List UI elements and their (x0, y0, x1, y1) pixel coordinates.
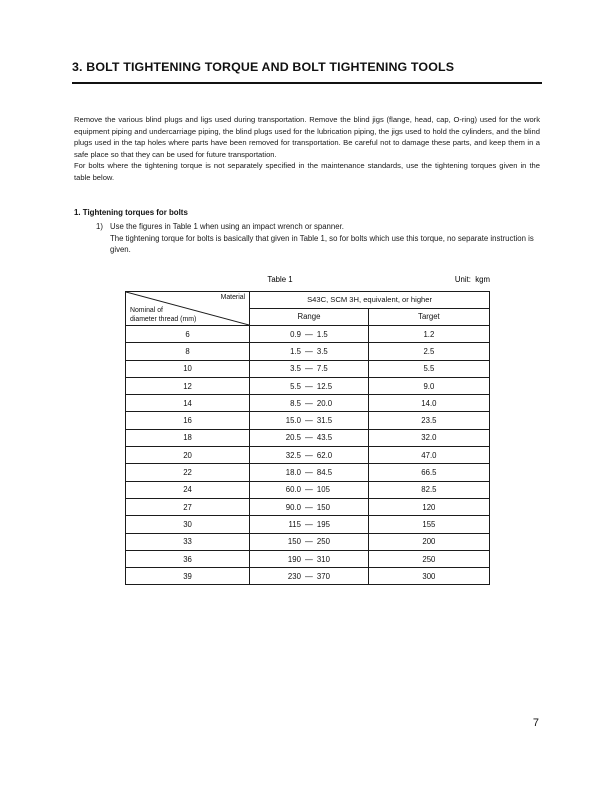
range-low-value: 60.0 (285, 485, 301, 495)
cell-range (250, 395, 369, 412)
page-number: 7 (532, 717, 539, 729)
table-body (126, 292, 490, 326)
cell-nominal-diameter: 14 (126, 395, 250, 412)
table-caption (125, 275, 490, 289)
range-dash: — (305, 519, 313, 529)
cell-nominal-diameter: 10 (126, 360, 250, 377)
table-row (126, 412, 490, 429)
cell-nominal-diameter: 30 (126, 516, 250, 533)
cell-nominal-diameter: 6 (126, 326, 250, 343)
range-dash: — (305, 502, 313, 512)
cell-nominal-diameter: 33 (126, 533, 250, 550)
table-caption-unit: Unit: kgm (454, 275, 490, 284)
range-high-value: 105 (316, 485, 330, 495)
corner-label-nominal-line2: diameter thread (mm) (130, 315, 197, 323)
cell-target: 250 (368, 550, 489, 567)
table-row (126, 550, 490, 567)
range-high-value: 195 (316, 519, 330, 529)
table-row (126, 568, 490, 585)
range-high-value: 20.0 (316, 398, 333, 408)
cell-range (250, 533, 369, 550)
cell-target: 200 (368, 533, 489, 550)
cell-target: 82.5 (368, 481, 489, 498)
corner-label-material: Material (220, 294, 246, 301)
cell-nominal-diameter: 16 (126, 412, 250, 429)
range-high-value: 84.5 (316, 468, 333, 478)
table-row (126, 533, 490, 550)
cell-target: 14.0 (368, 395, 489, 412)
range-low-value: 20.5 (285, 433, 301, 443)
list-item-continuation: The tightening torque for bolts is basically that given in Table 1, so for bolts which use this torque, no separate instruction is given. (110, 233, 534, 255)
cell-range (250, 568, 369, 585)
range-high-value: 12.5 (316, 381, 333, 391)
cell-target: 47.0 (368, 447, 489, 464)
cell-nominal-diameter: 12 (126, 377, 250, 394)
range-dash: — (305, 329, 313, 339)
intro-paragraph-2: For bolts where the tightening torque is not separately specified in the maintenance standards, use the tightening torques given in the table below. (74, 161, 540, 182)
range-dash: — (305, 537, 313, 547)
range-low-value: 18.0 (285, 468, 301, 478)
range-low-value: 3.5 (290, 364, 301, 374)
range-dash: — (305, 450, 313, 460)
range-high-value: 310 (316, 554, 330, 564)
range-high-value: 3.5 (316, 346, 328, 356)
table-header-target: Target (368, 308, 489, 326)
range-low-value: 1.5 (290, 346, 301, 356)
cell-range (250, 412, 369, 429)
cell-target: 300 (368, 568, 489, 585)
range-dash: — (305, 433, 313, 443)
range-dash: — (305, 485, 313, 495)
range-low-value: 230 (287, 571, 301, 581)
cell-target: 1.2 (368, 326, 489, 343)
cell-range (250, 326, 369, 343)
table-corner-header-cell (126, 292, 250, 326)
list-item-marker: 1) (96, 222, 103, 231)
range-high-value: 7.5 (316, 364, 328, 374)
cell-nominal-diameter: 20 (126, 447, 250, 464)
intro-paragraph-1: Remove the various blind plugs and ligs used during transportation. Remove the blind jigs (flange, head, cap, O-ring) used for the work equipment piping and undercarriage piping, the blind plugs used for the lubrication piping, the jigs used to hold the cylinders, and the blind plugs used in the tap holes where parts have been removed for transportation. Be careful not to damage these parts, and keep them in a safe place so that they can be used for future transportation. (74, 115, 540, 159)
cell-range (250, 550, 369, 567)
table-row (126, 326, 490, 343)
range-low-value: 190 (287, 554, 301, 564)
range-low-value: 15.0 (285, 416, 301, 426)
range-low-value: 115 (288, 519, 301, 529)
cell-range (250, 516, 369, 533)
table-data-rows (126, 326, 490, 585)
list-item (96, 221, 540, 233)
cell-nominal-diameter: 8 (126, 343, 250, 360)
corner-label-nominal-line1: Nominal of (130, 306, 163, 314)
cell-target: 66.5 (368, 464, 489, 481)
table-caption-title: Table 1 (267, 275, 293, 284)
range-low-value: 90.0 (285, 502, 301, 512)
table-header-material-spec: S43C, SCM 3H, equivalent, or higher (250, 292, 490, 309)
intro-text-block (74, 114, 540, 184)
table-row (126, 429, 490, 446)
cell-target: 23.5 (368, 412, 489, 429)
table-row (126, 343, 490, 360)
range-high-value: 1.5 (316, 329, 328, 339)
table-header-range: Range (250, 308, 369, 326)
table-row (126, 516, 490, 533)
title-divider (72, 82, 542, 84)
range-dash: — (305, 381, 313, 391)
cell-range (250, 377, 369, 394)
range-dash: — (305, 554, 313, 564)
cell-range (250, 498, 369, 515)
table-row (126, 498, 490, 515)
table-row (126, 395, 490, 412)
table-row (126, 481, 490, 498)
range-high-value: 43.5 (316, 433, 333, 443)
cell-target: 120 (368, 498, 489, 515)
range-high-value: 250 (316, 537, 330, 547)
cell-range (250, 464, 369, 481)
corner-label-nominal (130, 306, 196, 324)
list-item-text: Use the figures in Table 1 when using an impact wrench or spanner. (110, 222, 344, 231)
cell-range (250, 360, 369, 377)
cell-range (250, 447, 369, 464)
table-row (126, 464, 490, 481)
range-dash: — (305, 364, 313, 374)
cell-target: 2.5 (368, 343, 489, 360)
section-heading-tightening-torques: 1. Tightening torques for bolts (74, 208, 188, 217)
table-row (126, 360, 490, 377)
range-high-value: 370 (316, 571, 330, 581)
range-dash: — (305, 346, 313, 356)
cell-nominal-diameter: 39 (126, 568, 250, 585)
cell-nominal-diameter: 36 (126, 550, 250, 567)
tightening-torque-table (125, 291, 490, 585)
cell-target: 155 (368, 516, 489, 533)
cell-target: 5.5 (368, 360, 489, 377)
range-high-value: 150 (316, 502, 330, 512)
cell-target: 9.0 (368, 377, 489, 394)
range-low-value: 150 (287, 537, 301, 547)
table-row (126, 377, 490, 394)
range-low-value: 32.5 (285, 450, 301, 460)
cell-range (250, 429, 369, 446)
range-dash: — (305, 571, 313, 581)
range-low-value: 0.9 (290, 329, 301, 339)
cell-nominal-diameter: 22 (126, 464, 250, 481)
range-high-value: 31.5 (316, 416, 333, 426)
range-dash: — (305, 416, 313, 426)
table-header-row-material (126, 292, 490, 309)
table-row (126, 447, 490, 464)
cell-nominal-diameter: 18 (126, 429, 250, 446)
cell-range (250, 343, 369, 360)
cell-nominal-diameter: 27 (126, 498, 250, 515)
range-low-value: 5.5 (290, 381, 301, 391)
range-low-value: 8.5 (290, 398, 301, 408)
range-high-value: 62.0 (316, 450, 333, 460)
range-dash: — (305, 468, 313, 478)
cell-target: 32.0 (368, 429, 489, 446)
page-title: 3. BOLT TIGHTENING TORQUE AND BOLT TIGHTENING TOOLS (72, 60, 455, 74)
cell-nominal-diameter: 24 (126, 481, 250, 498)
cell-range (250, 481, 369, 498)
section-item-list (96, 221, 540, 256)
range-dash: — (305, 398, 313, 408)
